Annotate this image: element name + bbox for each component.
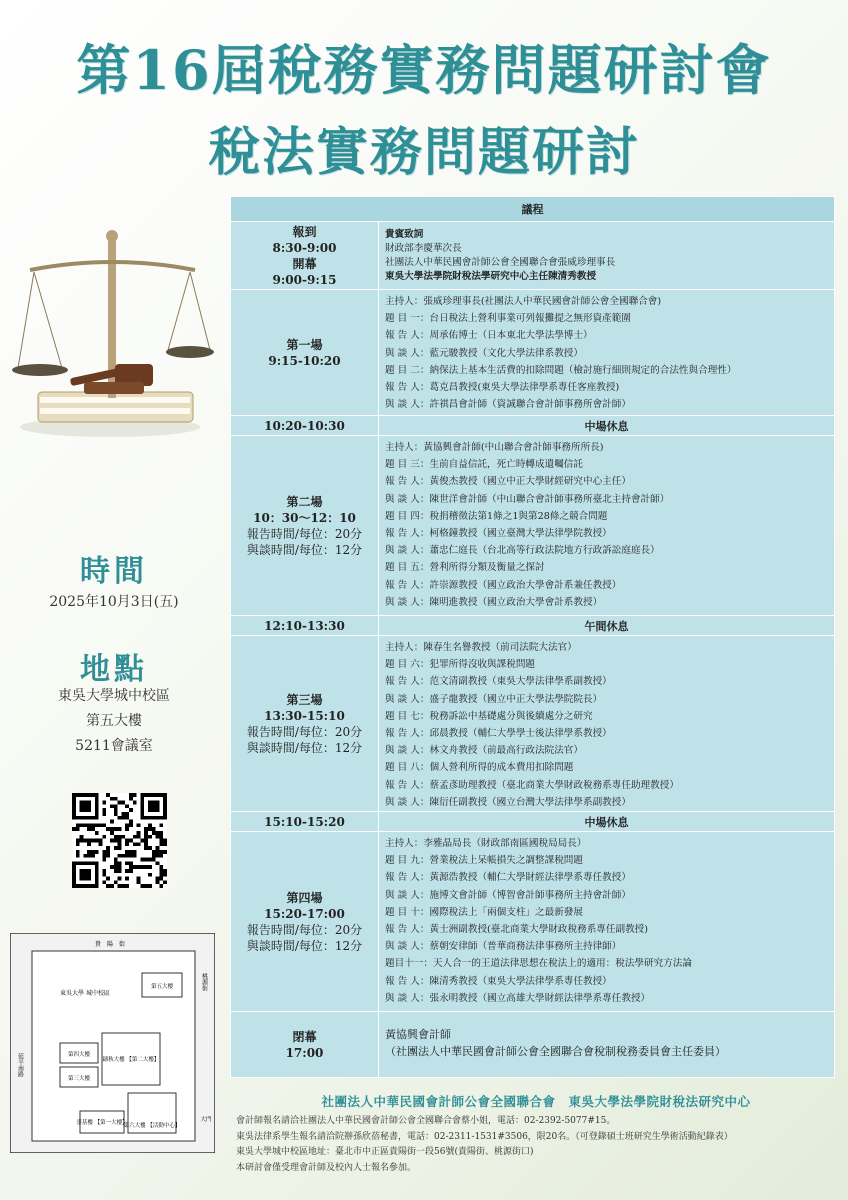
- agenda-line: 題目十一：天人合一的王道法律思想在稅法上的適用：稅法學研究方法論: [385, 958, 692, 970]
- agenda-line: 與 談 人：蕭忠仁庭長（台北高等行政法院地方行政訴訟庭庭長）: [385, 545, 660, 557]
- place-heading: 地點: [80, 652, 148, 687]
- session4-time: [231, 832, 379, 1011]
- place-value: [0, 684, 228, 759]
- agenda-line: 報 告 人：黃源浩教授（輔仁大學財經法律學系專任教授）: [385, 872, 631, 884]
- agenda-line: 與 談 人：陳明進教授（國立政治大學會計系教授）: [385, 596, 603, 608]
- break2-row: [231, 811, 834, 831]
- map-bldg3: 第三大樓: [67, 1076, 91, 1082]
- time-line: 9:00-9:15: [272, 272, 337, 287]
- agenda-line: 與 談 人：陳世洋會計師（中山聯合會計師事務所臺北主持會計師）: [385, 493, 670, 505]
- agenda-header: 議程: [521, 203, 544, 216]
- campus-map: [10, 933, 215, 1153]
- session2-time: [231, 436, 379, 615]
- agenda-header-row: [231, 197, 834, 221]
- time-line: 報告時間/每位：20分: [246, 922, 363, 937]
- map-street-right: 桃源街: [200, 973, 208, 991]
- time-line: 13:30-15:10: [264, 708, 345, 723]
- agenda-line: 財政部李慶華次長: [385, 243, 462, 254]
- agenda-line: 主持人：張威珍理事長(社團法人中華民國會計師公會全國聯合會): [385, 296, 662, 307]
- session1-time: [231, 290, 379, 415]
- map-bldg1: 崇基樓 【第一大樓】: [76, 1120, 128, 1126]
- time-line: 與談時間/每位：12分: [246, 542, 363, 557]
- agenda-line: 主持人：黃協興會計師(中山聯合會計師事務所所長): [385, 442, 604, 453]
- agenda-line: 黃協興會計師: [385, 1028, 451, 1041]
- agenda-line: 題 目 三：生前自益信託，死亡時轉成遺囑信託: [385, 459, 583, 471]
- opening-row: [231, 221, 834, 289]
- agenda-line: 與 談 人：林文舟教授（前最高行政法院法官）: [385, 745, 583, 757]
- time-line: 第二場: [286, 494, 323, 509]
- agenda-line: 題 目 六：犯罪所得沒收與課稅問題: [385, 659, 536, 671]
- agenda-line: 報 告 人：黃俊杰教授（國立中正大學財經研究中心主任）: [385, 476, 631, 488]
- time-line: 與談時間/每位：12分: [246, 740, 363, 755]
- agenda-line: 報 告 人：陳清秀教授（東吳大學法律學系專任教授）: [385, 975, 612, 987]
- agenda-line: 主持人：李雅晶局長（財政部南區國稅局局長）: [385, 838, 587, 849]
- agenda-line: 題 目 一：台日稅法上營利事業可列報攤提之無形資產範圍: [385, 313, 631, 325]
- agenda-line: 報 告 人：黃士洲副教授(臺北商業大學財政稅務系專任副教授): [385, 923, 649, 935]
- time-line: 與談時間/每位：12分: [246, 938, 363, 953]
- closing-details: [379, 1012, 834, 1077]
- agenda-line: 貴賓致詞: [385, 229, 424, 240]
- session1-details: [379, 290, 834, 415]
- footer-line: 本研討會僅受理會計師及校內人士報名參加。: [236, 1162, 417, 1173]
- agenda-line: 與 談 人：張永明教授（國立高雄大學財經法律學系專任教授）: [385, 992, 651, 1004]
- map-bldg2: 鑄秋大樓 【第二大樓】: [102, 1057, 160, 1063]
- scale-of-justice-image: [10, 222, 215, 447]
- footer: [236, 1092, 836, 1176]
- agenda-line: 題 目 十：國際稅法上「兩個支柱」之最新發展: [385, 906, 583, 918]
- place-line: 第五大樓: [86, 713, 142, 729]
- time-line: 第一場: [286, 337, 323, 352]
- footer-line: 東吳大學城中校區地址：臺北市中正區貴陽街一段56號(貴陽街、桃源街口): [236, 1147, 534, 1157]
- agenda-line: 與 談 人：施博文會計師（博智會計師事務所主持會計師）: [385, 889, 631, 901]
- session1-row: [231, 289, 834, 415]
- break2-time: 15:10-15:20: [231, 812, 379, 831]
- time-line: 開幕: [292, 256, 317, 271]
- agenda-line: 報 告 人：范文清副教授（東吳大學法律學系副教授）: [385, 676, 612, 688]
- place-line: 東吳大學城中校區: [58, 688, 170, 704]
- qr-code-image[interactable]: [72, 793, 167, 888]
- agenda-line: 報 告 人：許崇源教授（國立政治大學會計系兼任教授）: [385, 579, 622, 591]
- agenda-line: 與 談 人：藍元駿教授（文化大學法律系教授）: [385, 347, 583, 359]
- agenda-line: 報 告 人：周承佑博士（日本東北大學法學博士）: [385, 330, 593, 342]
- main-title: 第16屆稅務實務問題研討會: [76, 38, 772, 102]
- map-bldg5: 第五大樓: [150, 984, 174, 990]
- agenda-line: 題 目 九：營業稅法上呆帳損失之調整課稅問題: [385, 855, 583, 867]
- organizers: 社團法人中華民國會計師公會全國聯合會 東吳大學法學院財稅法研究中心: [321, 1094, 751, 1109]
- agenda-line: 東吳大學法學院財稅法學研究中心主任陳清秀教授: [385, 271, 597, 282]
- time-line: 10：30～12：10: [253, 510, 356, 525]
- agenda-line: 題 目 二：納保法上基本生活費的扣除問題（檢討施行細則規定的合法性與合理性）: [385, 364, 737, 376]
- map-gate: 大門: [200, 1117, 212, 1123]
- opening-time: [231, 222, 379, 289]
- agenda-line: 報 告 人：柯格鐘教授（國立臺灣大學法律學院教授）: [385, 527, 612, 539]
- session2-row: [231, 435, 834, 615]
- agenda-line: 題 目 八：個人營利所得的成本費用扣除問題: [385, 762, 574, 774]
- break1-time: 10:20-10:30: [231, 416, 379, 435]
- time-line: 報告時間/每位：20分: [246, 724, 363, 739]
- lunch-time: 12:10-13:30: [231, 616, 379, 635]
- agenda-line: 與 談 人：陳衍任副教授（國立台灣大學法律學系副教授）: [385, 796, 631, 808]
- lunch-row: [231, 615, 834, 635]
- agenda-line: 與 談 人：許祺昌會計師（資誠聯合會計師事務所會計師）: [385, 399, 631, 411]
- agenda-line: 與 談 人：盛子龍教授（國立中正大學法學院院長）: [385, 693, 603, 705]
- agenda-line: 報 告 人：蔡孟彥助理教授（臺北商業大學財政稅務系專任助理教授）: [385, 779, 679, 791]
- map-street-top: 貴 陽 街: [94, 941, 126, 948]
- agenda-line: 題 目 七：稅務訴訟中基礎處分與後續處分之研究: [385, 710, 593, 722]
- time-line: 15:20-17:00: [264, 906, 345, 921]
- time-line: 第四場: [286, 890, 323, 905]
- session3-details: [379, 636, 834, 811]
- place-line: 5211會議室: [75, 738, 153, 754]
- time-line: 9:15-10:20: [268, 353, 341, 368]
- session4-details: [379, 832, 834, 1011]
- agenda-line: 社團法人中華民國會計師公會全國聯合會張威珍理事長: [385, 257, 616, 268]
- agenda-line: （社團法人中華民國會計師公會全國聯合會稅制稅務委員會主任委員）: [385, 1045, 726, 1059]
- closing-row: [231, 1011, 834, 1077]
- time-line: 17:00: [285, 1045, 324, 1060]
- session3-row: [231, 635, 834, 811]
- time-line: 閉幕: [292, 1029, 317, 1044]
- session2-details: [379, 436, 834, 615]
- time-line: 第三場: [286, 692, 323, 707]
- agenda-table: [230, 196, 835, 1078]
- break1-row: [231, 415, 834, 435]
- map-campus-label: 東吳大學 城中校區: [60, 990, 110, 997]
- map-bldg6: 第六大樓 【活動中心】: [123, 1123, 181, 1129]
- agenda-line: 題 目 五：營利所得分類及衡量之探討: [385, 562, 545, 574]
- time-line: 報到: [292, 224, 317, 239]
- map-street-left: 延平南路: [16, 1053, 24, 1077]
- agenda-line: 題 目 四：稅捐稽徵法第1條之1與第28條之競合問題: [385, 510, 608, 522]
- agenda-line: 與 談 人：蔡朝安律師（普華商務法律事務所主持律師）: [385, 941, 622, 953]
- session4-row: [231, 831, 834, 1011]
- time-line: 報告時間/每位：20分: [246, 526, 363, 541]
- break1-label: 中場休息: [584, 419, 629, 433]
- time-heading: 時間: [80, 554, 148, 589]
- break2-label: 中場休息: [584, 815, 629, 829]
- session3-time: [231, 636, 379, 811]
- sub-title: 稅法實務問題研討: [207, 122, 640, 183]
- footer-line: 東吳法律系學生報名請洽院辦孫欣蓓秘書，電話：02-2311-1531#3506，限20名。（可登錄碩士班研究生學術活動紀錄表）: [236, 1131, 733, 1142]
- time-line: 8:30-9:00: [272, 240, 337, 255]
- map-bldg4: 第四大樓: [67, 1052, 91, 1058]
- agenda-line: 報 告 人：邱晨教授（輔仁大學學士後法律學系教授）: [385, 727, 612, 739]
- footer-line: 會計師報名請洽社團法人中華民國會計師公會全國聯合會蔡小姐，電話：02-2392-5077#15。: [236, 1116, 616, 1126]
- closing-time: [231, 1012, 379, 1077]
- time-value: 2025年10月3日(五): [49, 594, 179, 610]
- lunch-label: 午間休息: [584, 619, 629, 633]
- opening-details: [379, 222, 834, 289]
- agenda-line: 報 告 人：葛克昌教授(東吳大學法律學系專任客座教授): [385, 381, 620, 393]
- agenda-line: 主持人：陳春生名譽教授（前司法院大法官）: [385, 642, 577, 653]
